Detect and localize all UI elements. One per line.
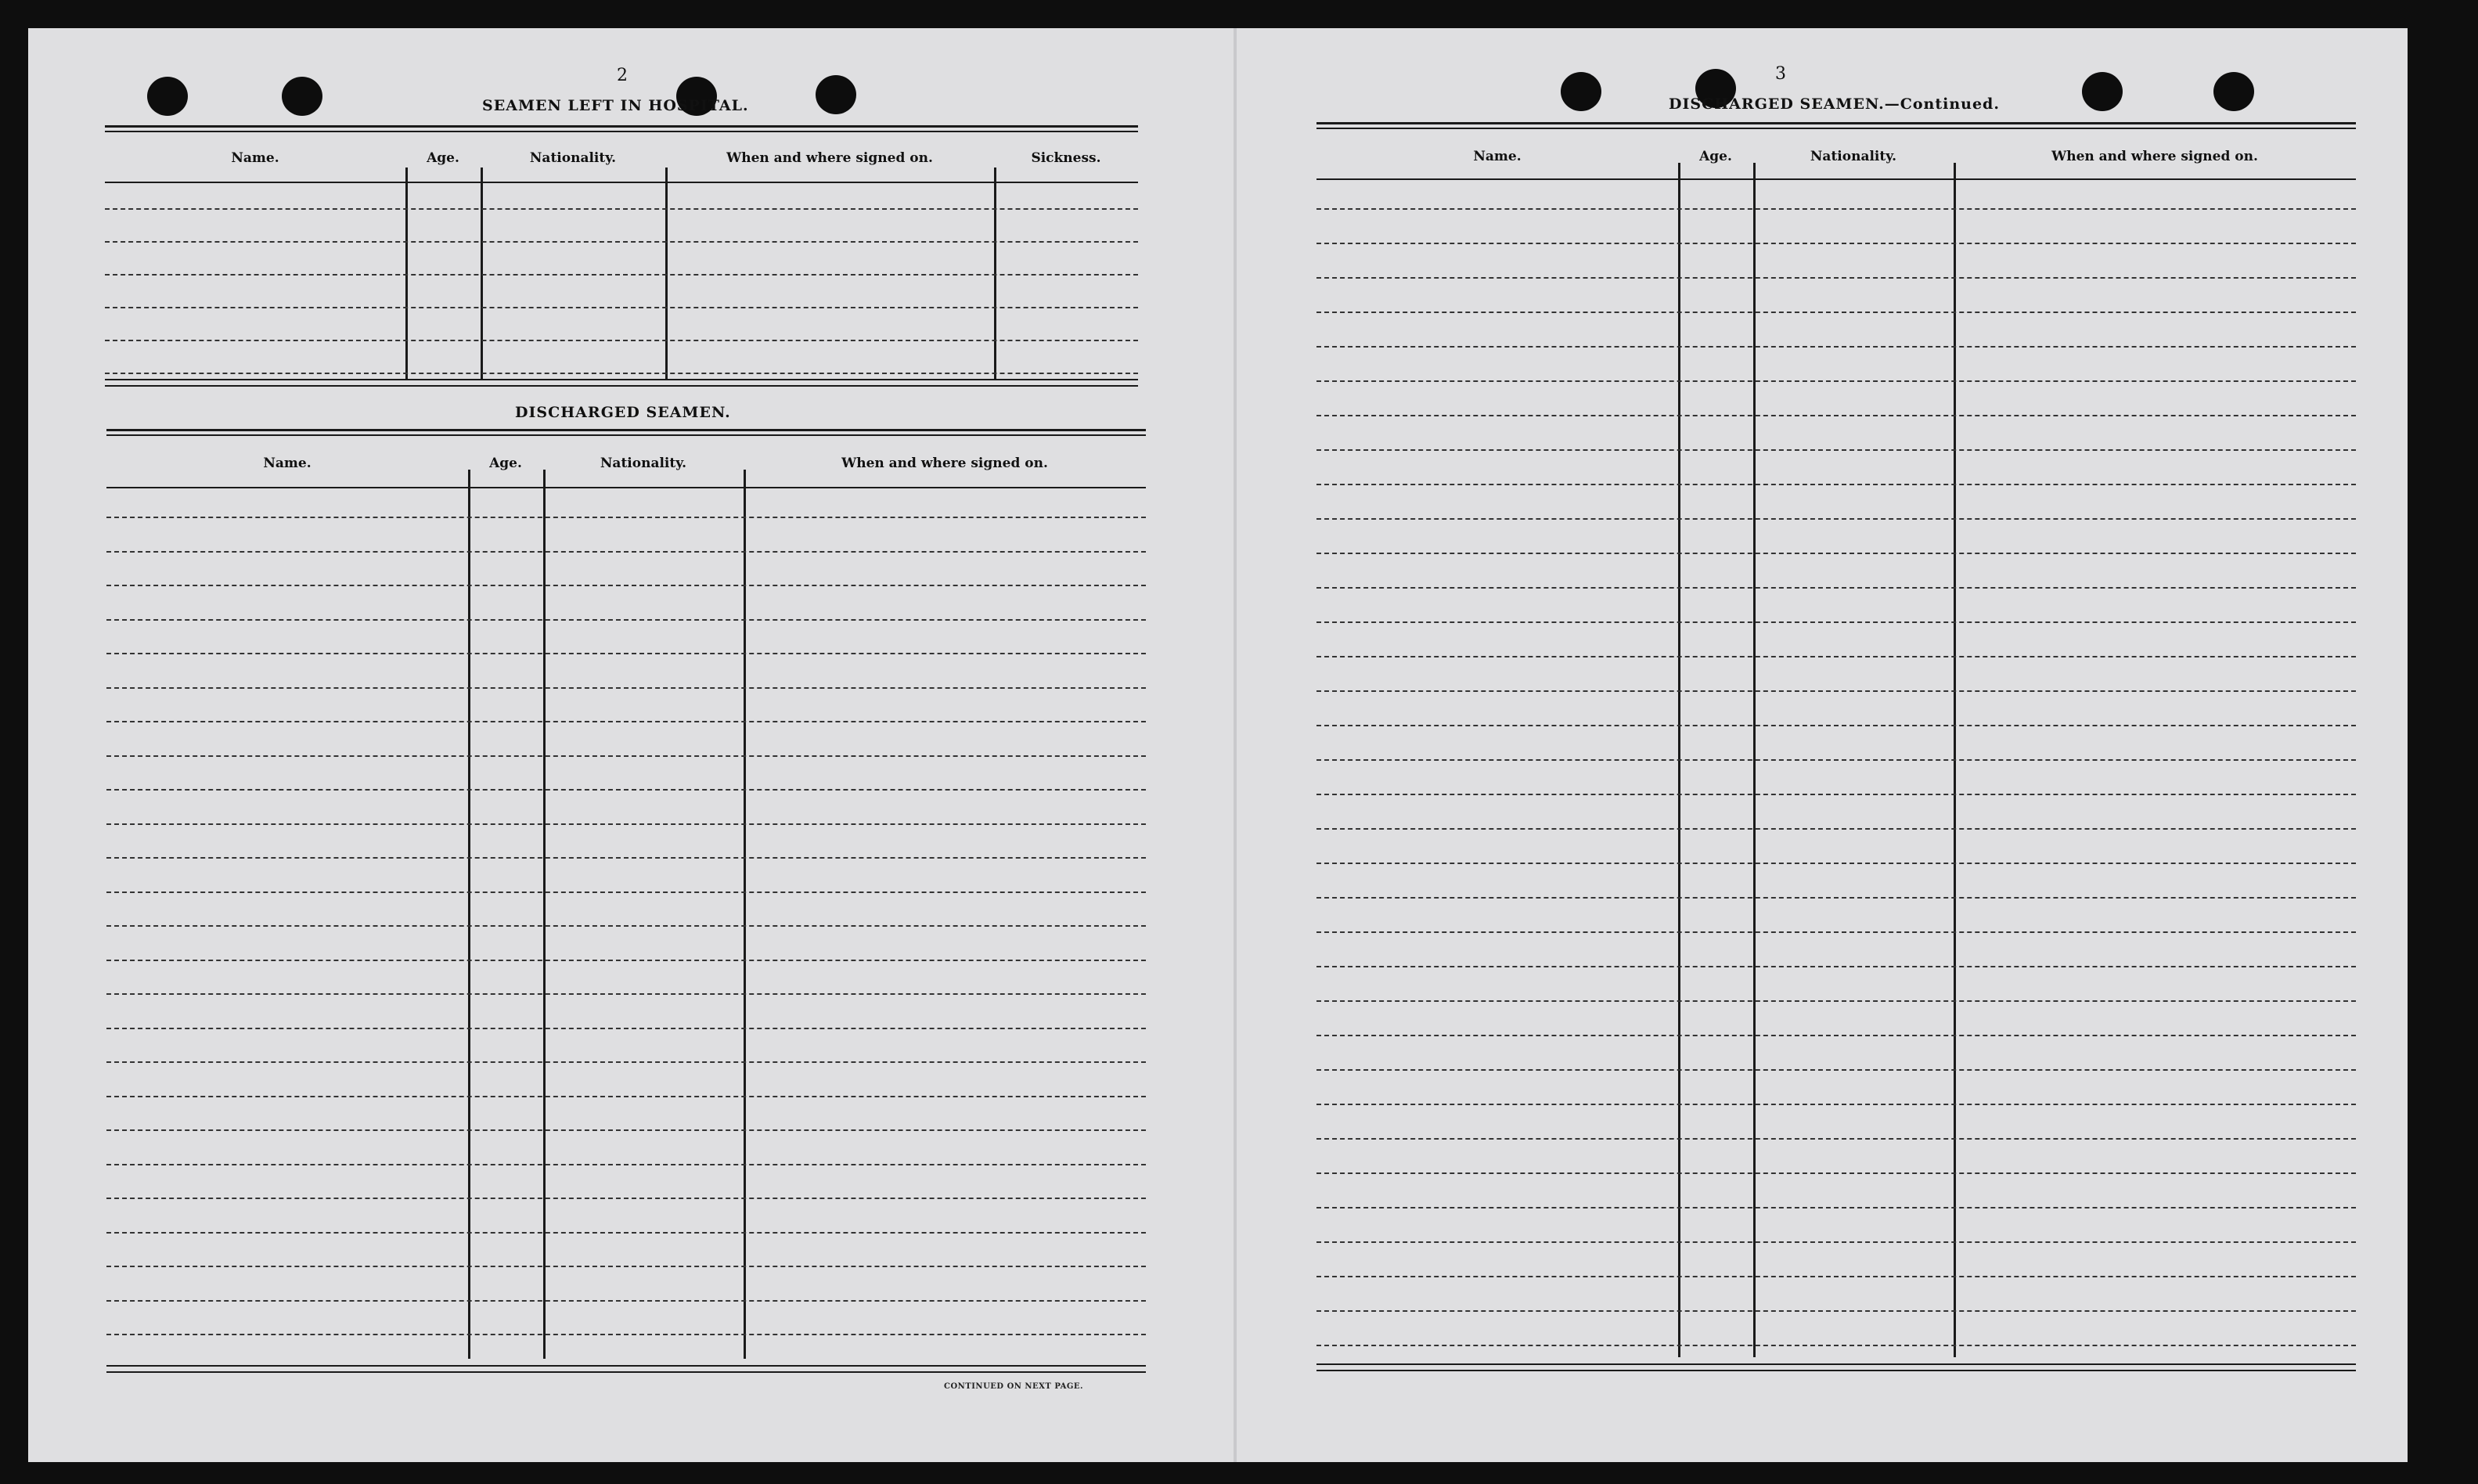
blank-entry-line — [106, 585, 1146, 586]
blank-entry-line — [1316, 621, 2356, 623]
blank-entry-line — [106, 1334, 1146, 1335]
blank-entry-line — [1316, 1241, 2356, 1243]
blank-entry-line — [1316, 725, 2356, 726]
right-page — [1234, 28, 2408, 1462]
blank-entry-line — [1316, 1172, 2356, 1174]
blank-entry-line — [1316, 518, 2356, 520]
blank-entry-line — [105, 307, 1138, 308]
blank-entry-line — [106, 653, 1146, 654]
blank-entry-line — [1316, 1138, 2356, 1140]
blank-entry-line — [1316, 1276, 2356, 1277]
blank-entry-line — [1316, 380, 2356, 382]
column-header-nationality: Nationality. — [529, 150, 617, 166]
column-header-age: Age. — [489, 456, 522, 471]
blank-entry-line — [106, 1028, 1146, 1029]
page-number: 3 — [1775, 64, 1786, 84]
blank-entry-line — [1316, 484, 2356, 485]
blank-entry-line — [106, 960, 1146, 961]
page-number: 2 — [617, 66, 628, 85]
column-header-nationality: Nationality. — [600, 456, 687, 471]
blank-entry-line — [1316, 1035, 2356, 1036]
blank-entry-line — [106, 755, 1146, 757]
blank-entry-line — [106, 1232, 1146, 1234]
column-header-signed-on: When and where signed on. — [841, 456, 1048, 471]
blank-entry-line — [1316, 794, 2356, 795]
blank-entry-line — [1316, 449, 2356, 451]
blank-entry-line — [1316, 1207, 2356, 1208]
blank-entry-line — [1316, 828, 2356, 830]
column-header-name: Name. — [231, 150, 279, 166]
blank-entry-line — [1316, 759, 2356, 761]
blank-entry-line — [106, 517, 1146, 518]
blank-entry-line — [106, 687, 1146, 689]
hospital-table — [105, 125, 1138, 390]
discharged-table — [106, 429, 1146, 1384]
blank-entry-line — [106, 1266, 1146, 1267]
discharged-continued-title: DISCHARGED SEAMEN.—Continued. — [1669, 95, 2000, 113]
blank-entry-line — [105, 274, 1138, 276]
blank-entry-line — [106, 993, 1146, 995]
blank-entry-line — [106, 823, 1146, 825]
column-header-sickness: Sickness. — [1031, 150, 1101, 166]
column-header-signed-on: When and where signed on. — [726, 150, 933, 166]
blank-entry-line — [1316, 863, 2356, 864]
blank-entry-line — [1316, 553, 2356, 554]
blank-entry-line — [106, 721, 1146, 722]
hospital-section-title: SEAMEN LEFT IN HOSPITAL. — [482, 97, 749, 114]
blank-entry-line — [106, 1096, 1146, 1097]
column-header-name: Name. — [263, 456, 312, 471]
blank-entry-line — [1316, 1069, 2356, 1071]
scanned-document — [28, 28, 2408, 1462]
blank-entry-line — [106, 891, 1146, 893]
blank-entry-line — [1316, 1310, 2356, 1312]
blank-entry-line — [1316, 208, 2356, 210]
discharged-section-title: DISCHARGED SEAMEN. — [515, 404, 731, 421]
blank-entry-line — [1316, 277, 2356, 279]
blank-entry-line — [106, 925, 1146, 927]
discharged-continued-table — [1316, 122, 2356, 1384]
blank-entry-line — [106, 1198, 1146, 1199]
blank-entry-line — [1316, 587, 2356, 589]
blank-entry-line — [1316, 690, 2356, 692]
continued-note: CONTINUED ON NEXT PAGE. — [944, 1382, 1084, 1391]
left-page — [28, 28, 1234, 1462]
blank-entry-line — [1316, 1345, 2356, 1346]
blank-entry-line — [106, 1061, 1146, 1063]
blank-entry-line — [105, 241, 1138, 243]
blank-entry-line — [106, 619, 1146, 621]
blank-entry-line — [106, 789, 1146, 791]
blank-entry-line — [105, 340, 1138, 341]
column-header-nationality: Nationality. — [1810, 149, 1897, 164]
column-header-signed-on: When and where signed on. — [2051, 149, 2258, 164]
blank-entry-line — [105, 208, 1138, 210]
blank-entry-line — [106, 551, 1146, 553]
column-header-age: Age. — [427, 150, 459, 166]
blank-entry-line — [106, 1164, 1146, 1165]
blank-entry-line — [1316, 243, 2356, 244]
blank-entry-line — [1316, 1104, 2356, 1105]
blank-entry-line — [106, 1129, 1146, 1131]
blank-entry-line — [1316, 1000, 2356, 1002]
blank-entry-line — [106, 857, 1146, 859]
blank-entry-line — [106, 1300, 1146, 1302]
blank-entry-line — [1316, 346, 2356, 348]
column-header-age: Age. — [1699, 149, 1732, 164]
blank-entry-line — [1316, 966, 2356, 967]
blank-entry-line — [1316, 931, 2356, 933]
blank-entry-line — [1316, 415, 2356, 416]
blank-entry-line — [105, 373, 1138, 374]
blank-entry-line — [1316, 312, 2356, 313]
blank-entry-line — [1316, 656, 2356, 657]
column-header-name: Name. — [1473, 149, 1522, 164]
blank-entry-line — [1316, 897, 2356, 899]
